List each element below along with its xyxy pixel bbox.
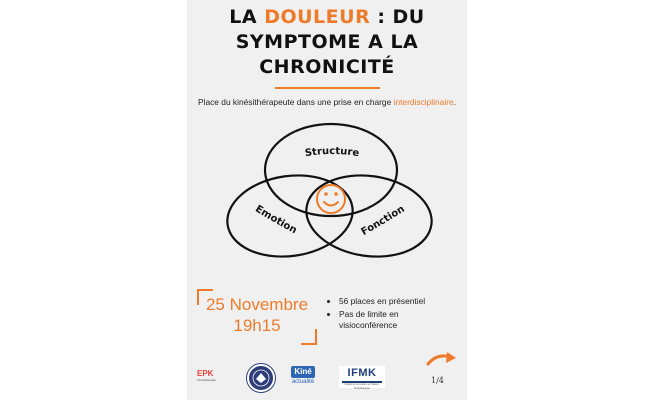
event-time: 19h15	[233, 316, 281, 335]
event-datetime	[197, 294, 317, 336]
venn-ellipse-top	[265, 124, 397, 216]
info-item-remote: • Pas de limite en visioconférence	[339, 309, 459, 331]
ifmk-logo	[339, 366, 385, 388]
label-fonction: Fonction	[359, 203, 407, 239]
subtitle-period: .	[453, 97, 456, 107]
title-suffix: : DU	[370, 6, 425, 28]
epk-logo	[197, 369, 223, 389]
subtitle-highlight: interdisciplinaire	[393, 97, 454, 107]
title-line-2: SYMPTOME A LA	[235, 31, 419, 53]
seal-logo	[247, 364, 275, 392]
seal-emblem-icon	[249, 366, 273, 390]
epk-logo-text: EPK	[197, 369, 214, 378]
info-list	[329, 296, 459, 333]
ifmk-logo-subtext: Institut de Formation en Masso-Kinésithérapie	[344, 383, 380, 390]
label-emotion: Emotion	[253, 203, 299, 237]
page-number: 1/4	[431, 376, 444, 385]
label-structure: Structure	[304, 145, 360, 160]
poster	[187, 0, 467, 400]
event-date-box	[197, 289, 317, 345]
curved-arrow-icon[interactable]	[425, 350, 459, 368]
title-line-3: CHRONICITÉ	[259, 56, 395, 78]
smiley-icon	[317, 185, 345, 213]
event-date: 25 Novembre	[205, 295, 309, 314]
kine-logo-top: Kiné	[291, 366, 315, 378]
title-prefix: LA	[229, 6, 265, 28]
kine-actualite-logo	[291, 366, 315, 390]
ifmk-logo-text: IFMK	[347, 367, 377, 379]
epk-logo-subtext: Kinésithérapie	[197, 378, 217, 382]
subtitle-text: Place du kinésithérapeute dans une prise en charge	[198, 97, 394, 107]
info-item-onsite: • 56 places en présentiel	[339, 296, 459, 307]
kine-logo-bottom: actualité	[291, 379, 315, 385]
title-highlight: DOULEUR	[264, 6, 371, 28]
